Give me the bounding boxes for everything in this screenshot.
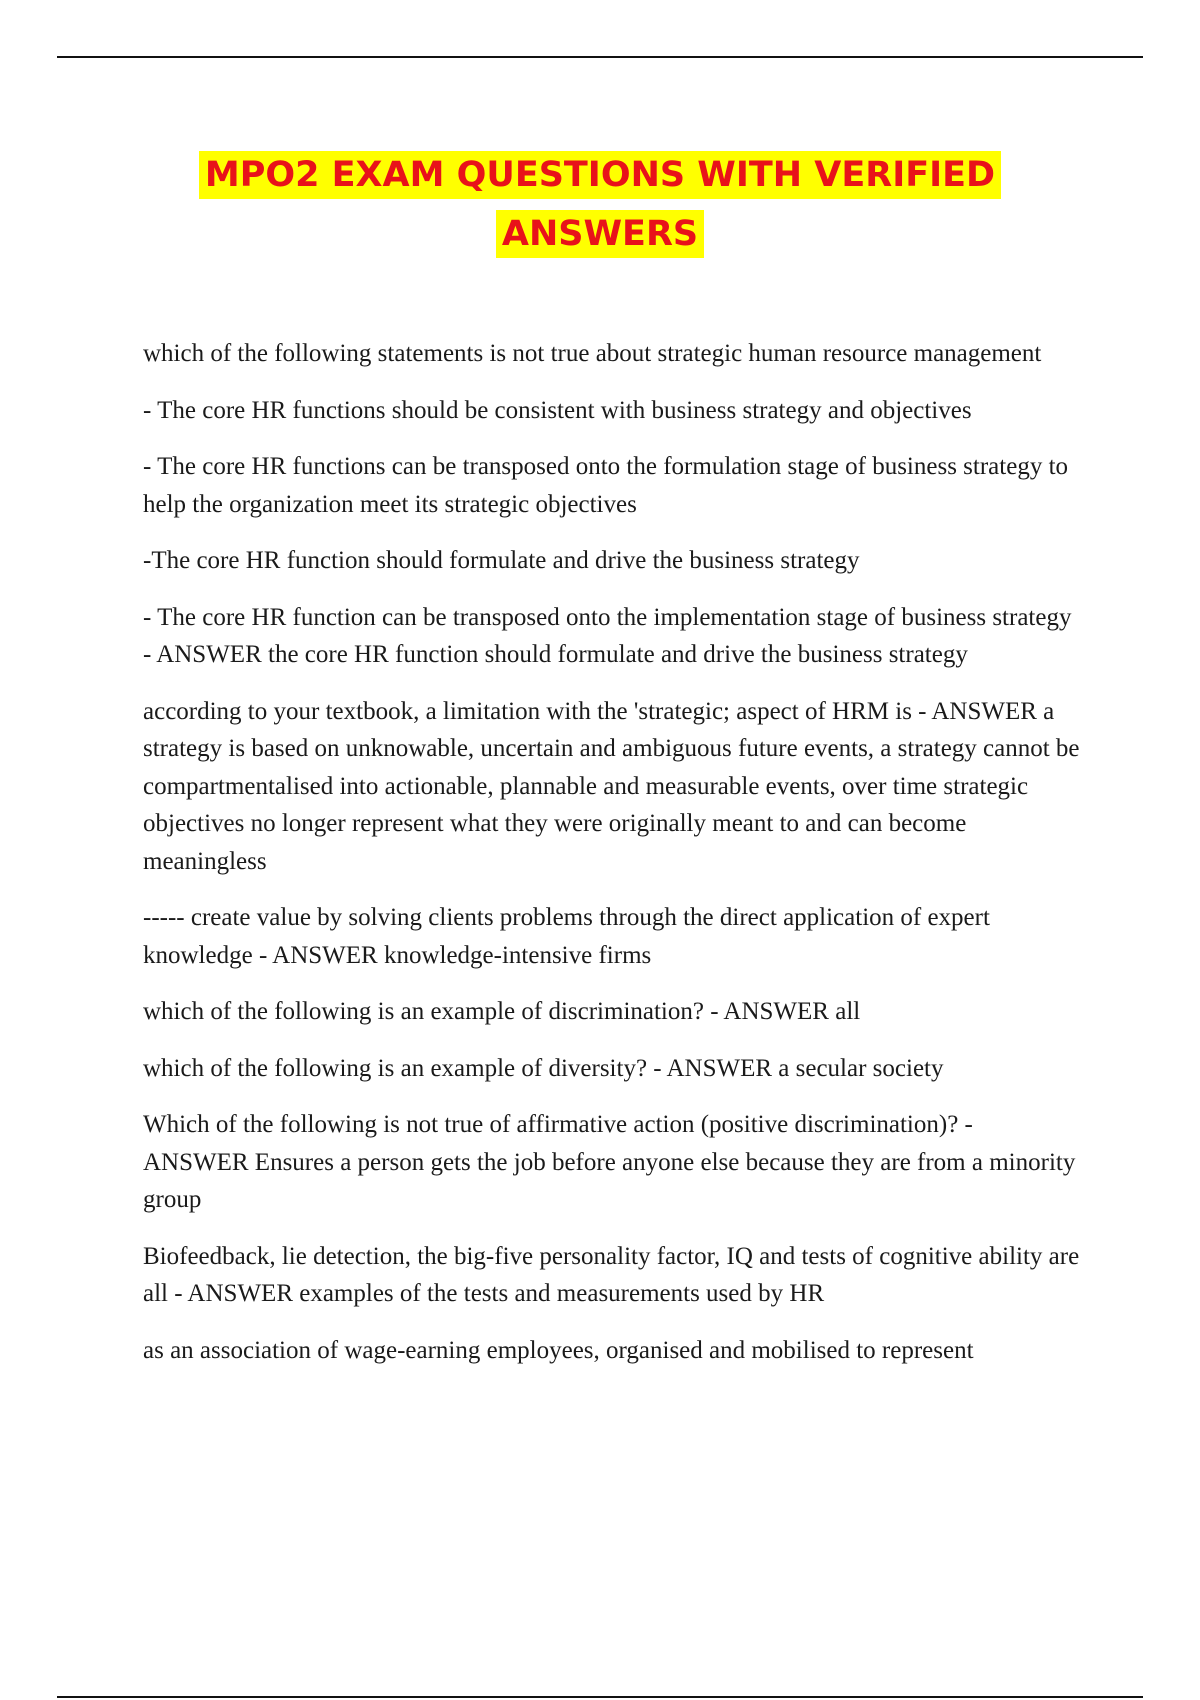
document-title bbox=[0, 146, 1200, 264]
bottom-rule bbox=[57, 1696, 1143, 1698]
paragraph-option-2: - The core HR functions can be transposed onto the formulation stage of business strategy to help the organization meet its strategic objectives bbox=[143, 453, 1069, 518]
title-highlight-1: MPO2 EXAM QUESTIONS WITH VERIFIED bbox=[199, 151, 1001, 199]
title-line-1 bbox=[0, 146, 1200, 205]
paragraph-question-2: according to your textbook, a limitation with the 'strategic; aspect of HRM is - ANSWER a strategy is based on unknowable, uncertain and ambiguous future events, a strategy cannot be compartmentalised into actionable, plannable and measurable events, over time strategic objectives no longer represent what they were originally meant to and can become meaningless bbox=[143, 697, 1080, 875]
top-rule bbox=[57, 56, 1143, 58]
document-body bbox=[143, 335, 1083, 1388]
paragraph-question-8: as an association of wage-earning employees, organised and mobilised to represent bbox=[143, 1336, 974, 1364]
paragraph-question-6: Which of the following is not true of affirmative action (positive discrimination)? - ANSWER Ensures a person gets the job before anyone else because they are from a minority group bbox=[143, 1111, 1076, 1213]
paragraph-question-4: which of the following is an example of discrimination? - ANSWER all bbox=[143, 998, 861, 1025]
paragraph-option-4-answer: - The core HR function can be transposed onto the implementation stage of business strategy - ANSWER the core HR function should formulate and drive the business strategy bbox=[143, 603, 1072, 668]
title-line-2 bbox=[0, 205, 1200, 264]
title-highlight-2: ANSWERS bbox=[496, 210, 704, 258]
paragraph-question-1: which of the following statements is not true about strategic human resource management bbox=[143, 340, 1042, 367]
paragraph-question-7: Biofeedback, lie detection, the big-five personality factor, IQ and tests of cognitive ability are all - ANSWER examples of the tests and measurements used by HR bbox=[143, 1242, 1080, 1307]
paragraph-option-1: - The core HR functions should be consistent with business strategy and objectives bbox=[143, 396, 972, 424]
paragraph-question-5: which of the following is an example of diversity? - ANSWER a secular society bbox=[143, 1054, 944, 1082]
paragraph-question-3: ----- create value by solving clients problems through the direct application of expert knowledge - ANSWER knowledge-intensive firms bbox=[143, 904, 990, 969]
paragraph-option-3: -The core HR function should formulate and drive the business strategy bbox=[143, 547, 860, 574]
